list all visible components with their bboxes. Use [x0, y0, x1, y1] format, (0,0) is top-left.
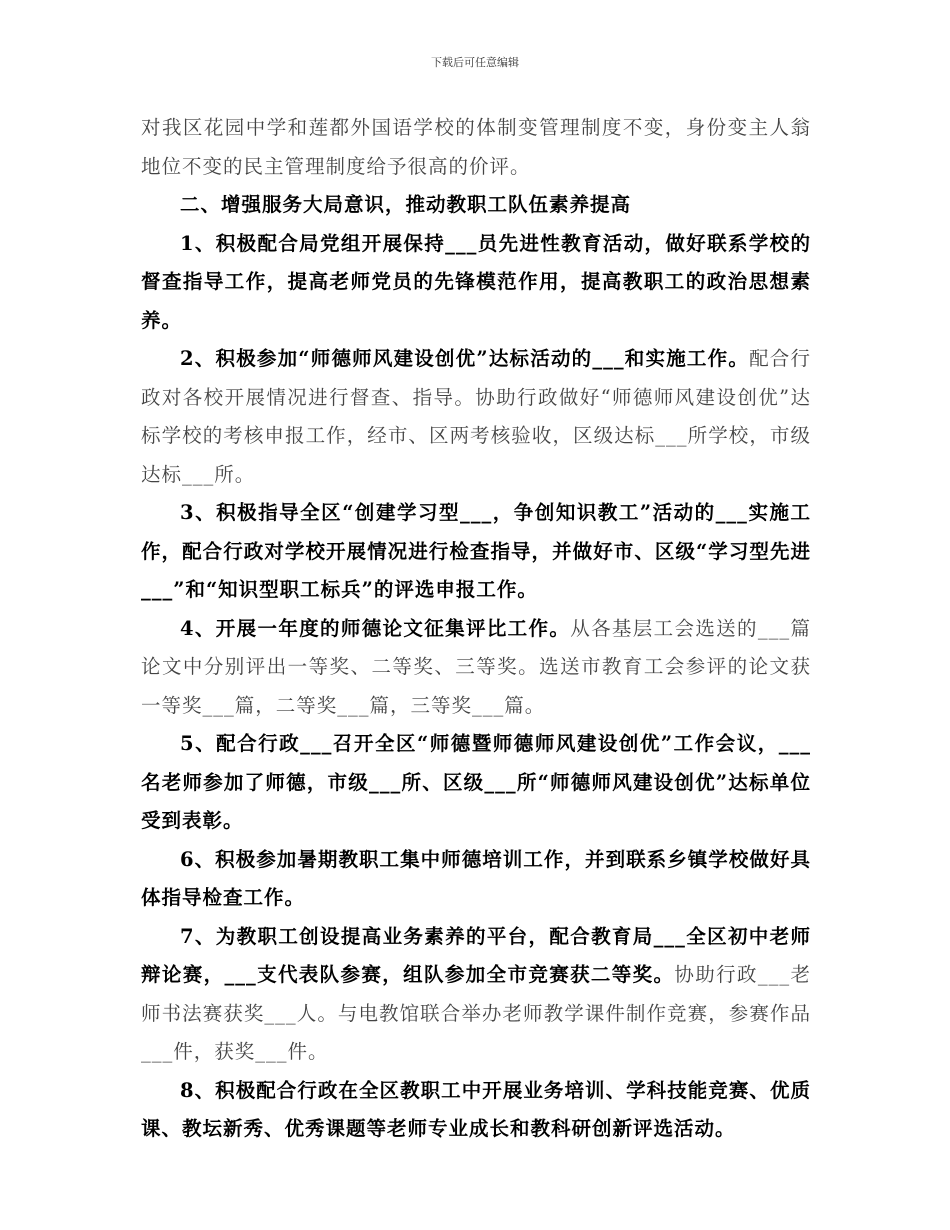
- paragraph-continuation: [141, 109, 811, 186]
- text-run-bold: 2、积极参加“师德师风建设创优”达标活动的___和实施工作。: [180, 347, 750, 370]
- text-run-bold: 7、为教职工创设提高业务素养的平台，配合教育局___全区初中老师辩论赛，___支代表队参赛，组队参加全市竞赛获二等奖。: [141, 924, 811, 986]
- list-item-2: [141, 340, 811, 494]
- text-run: 1、积极配合局党组开展保持___员先进性教育活动，做好联系学校的督查指导工作，提高老师党员的先锋模范作用，提高教职工的政治思想素养。: [141, 231, 811, 332]
- page-header: 下载后可任意编辑: [431, 56, 519, 69]
- list-item-7: [141, 918, 811, 1072]
- section-heading: [141, 186, 811, 225]
- text-run: 6、积极参加暑期教职工集中师德培训工作，并到联系乡镇学校做好具体指导检查工作。: [141, 847, 811, 909]
- text-run-bold: 4、开展一年度的师德论文征集评比工作。: [180, 616, 571, 640]
- text-run: 配合行政对各校开展情况进行督查、指导。协助行政做好“师德师风建设创优”达标学校的考核申报工作，经市、区两考核验收，区级达标___所学校，市级达标___所。: [141, 347, 811, 486]
- text-run: 3、积极指导全区“创建学习型___，争创知识教工”活动的___实施工作，配合行政对学校开展情况进行检查指导，并做好市、区级“学习型先进___”和“知识型职工标兵”的评选申报工作。: [141, 501, 811, 601]
- list-item-4: [141, 610, 811, 726]
- list-item-5: [141, 725, 811, 841]
- document-body: [141, 109, 811, 1149]
- text-run: 5、配合行政___召开全区“师德暨师德师风建设创优”工作会议，___名老师参加了师德，市级___所、区级___所“师德师风建设创优”达标单位受到表彰。: [141, 732, 811, 832]
- text-run: 对我区花园中学和莲都外国语学校的体制变管理制度不变，身份变主人翁地位不变的民主管理制度给予很高的价评。: [141, 116, 811, 178]
- text-run: 二、增强服务大局意识，推动教职工队伍素养提高: [180, 193, 632, 216]
- list-item-8: [141, 1072, 811, 1149]
- list-item-3: [141, 494, 811, 610]
- list-item-1: [141, 225, 811, 341]
- text-run: 协助行政___老师书法赛获奖___人。与电教馆联合举办老师教学课件制作竞赛，参赛作品___件，获奖___件。: [141, 963, 811, 1063]
- text-run: 从各基层工会选送的___篇论文中分别评出一等奖、二等奖、三等奖。选送市教育工会参评的论文获一等奖___篇，二等奖___篇，三等奖___篇。: [141, 616, 811, 717]
- text-run: 8、积极配合行政在全区教职工中开展业务培训、学科技能竞赛、优质课、教坛新秀、优秀课题等老师专业成长和教科研创新评选活动。: [141, 1078, 811, 1140]
- list-item-6: [141, 841, 811, 918]
